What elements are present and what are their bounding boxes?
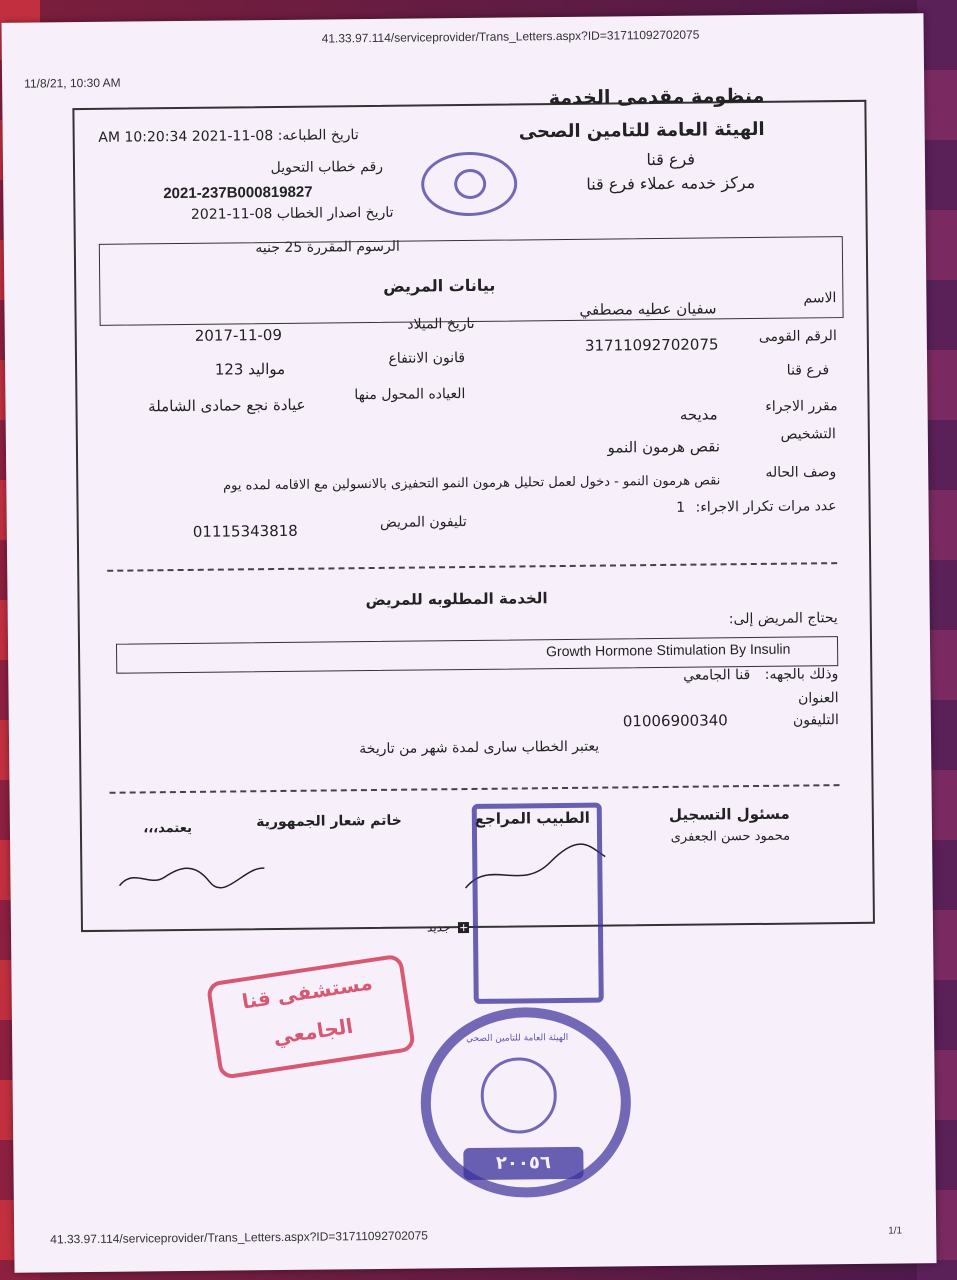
- fees-value: 25: [284, 239, 303, 256]
- diagnosis-label: التشخيص: [780, 426, 836, 443]
- document-paper: [1, 13, 936, 1273]
- center-name: مركز خدمه عملاء فرع قنا: [586, 172, 756, 194]
- patient-phone-value: 01115343818: [192, 521, 298, 541]
- print-date-label: تاريخ الطباعه:: [277, 127, 359, 144]
- republic-seal-label: خاتم شعار الجمهورية: [256, 812, 402, 831]
- reviewing-doctor-label: الطبيب المراجع: [474, 808, 590, 828]
- print-date-row: [89, 127, 359, 146]
- name-value: سفيان عطيه مصطفي: [579, 299, 717, 319]
- repeat-count-value: 1: [676, 499, 686, 516]
- print-datetime: 11/8/21, 10:30 AM: [24, 75, 121, 91]
- fees-unit: جنيه: [255, 239, 281, 257]
- page-count: 1/1: [888, 1225, 903, 1237]
- diagnosis-value: نقص هرمون النمو: [607, 437, 721, 457]
- print-url-bottom: 41.33.97.114/serviceprovider/Trans_Letters.aspx?ID=31711092702075: [50, 1228, 428, 1247]
- case-desc-label: وصف الحاله: [765, 464, 837, 481]
- benefit-law-label: قانون الانتفاع: [388, 350, 466, 367]
- patient-phone-label: تليفون المريض: [379, 514, 467, 531]
- letter-no-label: رقم خطاب التحويل: [270, 158, 384, 177]
- entity-phone-label: التليفون: [792, 712, 839, 729]
- referring-clinic-value: عيادة نجع حمادى الشاملة: [148, 395, 306, 416]
- national-id-value: 31711092702075: [584, 335, 719, 355]
- authority-name: الهيئة العامة للتامين الصحى: [518, 118, 765, 143]
- address-label: العنوان: [797, 690, 839, 707]
- service-section-title: الخدمة المطلوبه للمريض: [365, 589, 548, 610]
- dob-label: تاريخ الميلاد: [407, 315, 475, 333]
- letter-no-value: 2021-237B000819827: [163, 183, 313, 203]
- entity-value: قنا الجامعي: [683, 667, 751, 684]
- new-link[interactable]: [427, 920, 469, 934]
- procedure-decision-value: مديحه: [679, 405, 718, 424]
- service-value: Growth Hormone Stimulation By Insulin: [546, 640, 791, 660]
- name-label: الاسم: [803, 290, 837, 307]
- round-seal-number: ٢٠٠٥٦: [463, 1147, 583, 1180]
- approved-label: يعتمد،،،: [143, 820, 193, 837]
- needs-label: يحتاج المريض إلى:: [728, 610, 838, 628]
- new-link-label: جديد: [426, 920, 451, 935]
- rectangular-seal: [472, 803, 604, 1004]
- issue-date-label: تاريخ اصدار الخطاب: [276, 204, 394, 222]
- round-seal-text: الهيئة العامة للتامين الصحي: [466, 1032, 569, 1045]
- repeat-count-label: عدد مرات تكرار الاجراء:: [695, 498, 837, 516]
- validity-note: يعتبر الخطاب سارى لمدة شهر من تاريخة: [359, 738, 600, 758]
- procedure-decision-label: مقرر الاجراء: [765, 398, 838, 415]
- entity-label: وذلك بالجهه:: [764, 666, 839, 683]
- print-date-value: 08-11-2021 10:20:34 AM: [98, 128, 274, 146]
- repeat-count-row: [676, 498, 837, 516]
- plus-icon: +: [458, 921, 469, 935]
- benefit-law-value: مواليد 123: [214, 359, 286, 379]
- fees-label: الرسوم المقررة: [306, 238, 400, 256]
- referring-clinic-label: العياده المحول منها: [354, 386, 466, 404]
- entity-row: [683, 666, 838, 684]
- print-url-top: 41.33.97.114/serviceprovider/Trans_Letters.aspx?ID=31711092702075: [321, 27, 700, 46]
- entity-phone-value: 01006900340: [622, 711, 728, 731]
- hospital-red-stamp: مستشفى قنا الجامعي: [206, 953, 416, 1080]
- case-desc-value: نقص هرمون النمو - دخول لعمل تحليل هرمون النمو التحفيزى بالانسولين مع الاقامه لمده يوم: [223, 473, 721, 494]
- system-title: منظومة مقدمى الخدمة: [548, 84, 765, 110]
- patient-section-title: بيانات المريض: [383, 275, 496, 296]
- dob-value: 2017-11-09: [194, 325, 283, 345]
- issue-date-row: [183, 205, 393, 223]
- registration-officer-label: مسئول التسجيل: [668, 804, 790, 824]
- registration-officer-name: محمود حسن الجعفرى: [670, 828, 791, 845]
- approver-signature: [114, 856, 274, 898]
- issue-date-value: 08-11-2021: [190, 206, 273, 223]
- branch-value: فرع قنا: [786, 362, 830, 379]
- national-id-label: الرقم القومى: [758, 328, 837, 345]
- branch-name: فرع قنا: [646, 149, 696, 170]
